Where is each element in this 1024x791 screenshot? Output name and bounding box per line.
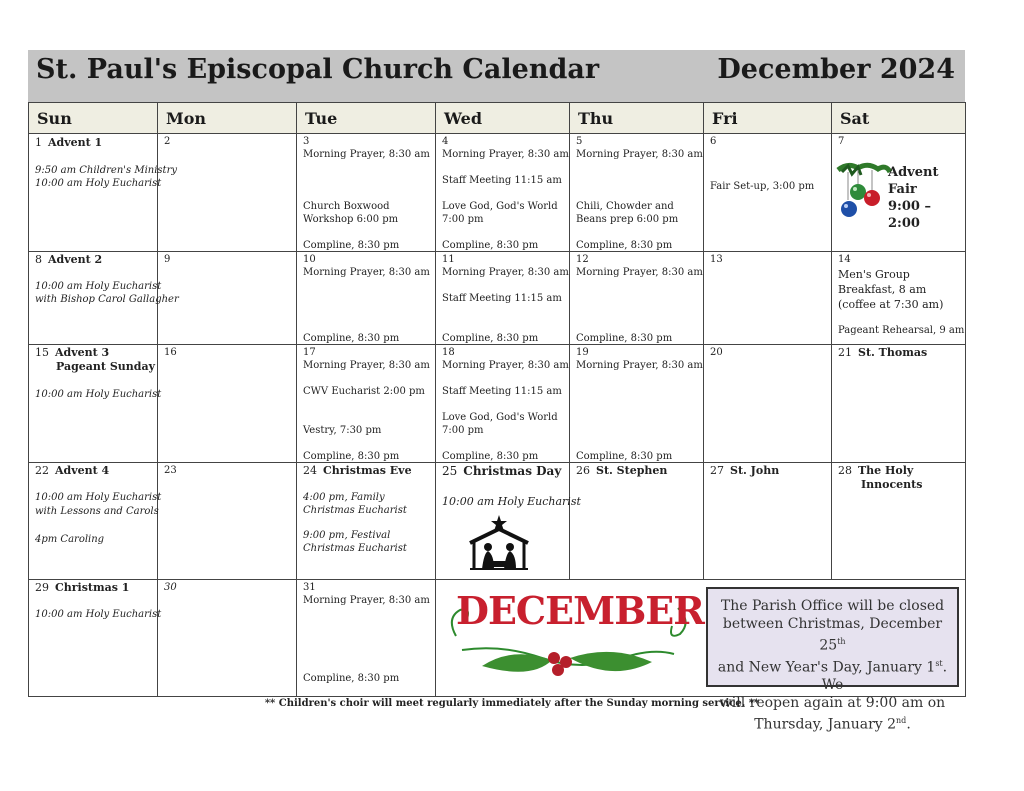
day-subtitle: Innocents	[861, 478, 923, 491]
day-cell-19	[570, 345, 704, 463]
day-cell-25	[436, 463, 581, 580]
day-cell-31	[297, 580, 436, 697]
event: Morning Prayer, 8:30 am	[303, 149, 430, 160]
day-number: 2	[164, 136, 171, 147]
day-number: 8	[35, 253, 42, 266]
event: Morning Prayer, 8:30 am	[303, 595, 430, 606]
event: Love God, God's World 7:00 pm	[442, 201, 558, 225]
day-number: 10	[303, 254, 316, 265]
day-number: 25	[442, 464, 458, 478]
event: 10:00 am Holy Eucharist	[35, 281, 162, 292]
event: Morning Prayer, 8:30 am	[576, 360, 703, 371]
event: 9:00 pm, Festival Christmas Eucharist	[303, 530, 407, 554]
day-number: 11	[442, 254, 455, 265]
event: Morning Prayer, 8:30 am	[303, 360, 430, 371]
event: Staff Meeting 11:15 am	[442, 175, 562, 186]
event: Compline, 8:30 pm	[303, 451, 400, 462]
day-cell-4	[436, 134, 570, 252]
day-number: 26	[576, 464, 590, 477]
advent-fair: Advent Fair 9:00 – 2:00	[888, 165, 939, 231]
event: Morning Prayer, 8:30 am	[576, 149, 703, 160]
day-cell-20	[704, 345, 832, 463]
event: with Bishop Carol Gallagher	[35, 294, 179, 305]
day-number: 30	[164, 582, 177, 593]
day-cell-26	[570, 463, 704, 580]
day-cell-12	[570, 252, 704, 345]
day-title: St. John	[730, 464, 780, 477]
event: Morning Prayer, 8:30 am	[442, 267, 569, 278]
event: 10:00 am Holy Eucharist	[35, 178, 162, 189]
day-title: St. Stephen	[596, 464, 668, 477]
event: 4pm Caroling	[35, 534, 105, 545]
day-cell-27	[704, 463, 832, 580]
day-number: 7	[838, 136, 845, 147]
day-number: 22	[35, 464, 49, 477]
day-cell-9	[158, 252, 297, 345]
day-cell-7	[832, 134, 966, 252]
day-title: Christmas Eve	[323, 464, 412, 477]
event: Men's Group Breakfast, 8 am (coffee at 7:30 am)	[838, 268, 944, 311]
day-title: Advent 3	[55, 346, 110, 359]
event: with Lessons and Carols	[35, 506, 159, 517]
day-number: 18	[442, 347, 455, 358]
calendar-title: St. Paul's Episcopal Church Calendar	[36, 54, 600, 85]
day-cell-10	[297, 252, 436, 345]
day-number: 27	[710, 464, 724, 477]
weekday-sat: Sat	[832, 103, 966, 134]
day-number: 17	[303, 347, 316, 358]
event: Compline, 8:30 pm	[303, 333, 400, 344]
day-number: 9	[164, 254, 171, 265]
day-cell-18	[436, 345, 570, 463]
day-cell-29	[29, 580, 162, 697]
day-cell-11	[436, 252, 570, 345]
day-cell-8	[29, 252, 179, 345]
event: Staff Meeting 11:15 am	[442, 386, 562, 397]
day-number: 28	[838, 464, 852, 477]
day-cell-17	[297, 345, 436, 463]
calendar-title-bar	[28, 50, 965, 102]
day-cell-6	[704, 134, 832, 252]
nativity-icon	[466, 513, 532, 571]
day-number: 16	[164, 347, 177, 358]
event: Staff Meeting 11:15 am	[442, 293, 562, 304]
day-cell-21	[832, 345, 966, 463]
day-number: 31	[303, 582, 316, 593]
day-title: Advent 2	[48, 253, 103, 266]
event: 10:00 am Holy Eucharist	[442, 495, 581, 508]
day-title: The Holy	[858, 464, 914, 477]
event: Compline, 8:30 pm	[576, 333, 673, 344]
ornaments-icon	[834, 160, 892, 222]
day-cell-14	[832, 252, 966, 345]
day-subtitle: Pageant Sunday	[56, 360, 155, 373]
event: 9:50 am Children's Ministry	[35, 165, 178, 176]
day-number: 6	[710, 136, 717, 147]
weekday-mon: Mon	[158, 103, 297, 134]
day-cell-16	[158, 345, 297, 463]
event: Compline, 8:30 pm	[303, 673, 400, 684]
day-number: 29	[35, 581, 49, 594]
event: 4:00 pm, Family Christmas Eucharist	[303, 492, 407, 516]
day-number: 5	[576, 136, 583, 147]
event: Love God, God's World 7:00 pm	[442, 412, 558, 436]
december-word: DECEMBER	[456, 588, 704, 633]
weekday-thu: Thu	[570, 103, 704, 134]
event: Church Boxwood Workshop 6:00 pm	[303, 201, 399, 225]
event: 10:00 am Holy Eucharist	[35, 609, 162, 620]
event: Compline, 8:30 pm	[576, 240, 673, 251]
event: Compline, 8:30 pm	[442, 240, 539, 251]
day-number: 19	[576, 347, 589, 358]
event: 10:00 am Holy Eucharist	[35, 492, 162, 503]
day-cell-24	[297, 463, 436, 580]
day-number: 15	[35, 346, 49, 359]
day-title: Christmas Day	[463, 464, 562, 478]
event: Morning Prayer, 8:30 am	[442, 149, 569, 160]
footer-note: ** Children's choir will meet regularly immediately after the Sunday morning service. **	[264, 698, 760, 709]
event: Compline, 8:30 pm	[303, 240, 400, 251]
event: Fair Set-up, 3:00 pm	[710, 181, 815, 192]
weekday-fri: Fri	[704, 103, 832, 134]
event: Compline, 8:30 pm	[442, 333, 539, 344]
event: CWV Eucharist 2:00 pm	[303, 386, 425, 397]
event: Morning Prayer, 8:30 am	[442, 360, 569, 371]
event: Vestry, 7:30 pm	[303, 425, 382, 436]
weekday-tue: Tue	[297, 103, 436, 134]
day-cell-15	[29, 345, 162, 463]
day-cell-13	[704, 252, 832, 345]
day-cell-23	[158, 463, 297, 580]
day-number: 20	[710, 347, 723, 358]
day-cell-5	[570, 134, 704, 252]
day-number: 23	[164, 465, 177, 476]
day-cell-1	[29, 134, 178, 252]
event: 10:00 am Holy Eucharist	[35, 389, 162, 400]
day-cell-22	[29, 463, 162, 580]
day-number: 13	[710, 254, 723, 265]
event: Compline, 8:30 pm	[576, 451, 673, 462]
day-number: 1	[35, 136, 42, 149]
calendar-month: December 2024	[717, 54, 955, 85]
event: Compline, 8:30 pm	[442, 451, 539, 462]
event: Chili, Chowder and Beans prep 6:00 pm	[576, 201, 679, 225]
event: Morning Prayer, 8:30 am	[576, 267, 703, 278]
event: Pageant Rehearsal, 9 am	[838, 325, 965, 336]
day-cell-2	[158, 134, 297, 252]
day-title: Christmas 1	[55, 581, 130, 594]
day-number: 14	[838, 254, 851, 265]
day-number: 21	[838, 346, 852, 359]
weekday-sun: Sun	[29, 103, 158, 134]
day-number: 12	[576, 254, 589, 265]
event: Morning Prayer, 8:30 am	[303, 267, 430, 278]
day-cell-28	[832, 463, 966, 580]
day-title: Advent 1	[48, 136, 103, 149]
day-cell-3	[297, 134, 436, 252]
day-title: St. Thomas	[858, 346, 928, 359]
parish-office-notice: The Parish Office will be closed between Christmas, December 25th and New Year's Day, January 1st. We will reopen again at 9:00 am on Thursday, January 2nd.	[706, 587, 959, 687]
weekday-wed: Wed	[436, 103, 570, 134]
day-cell-30	[158, 580, 297, 697]
day-title: Advent 4	[55, 464, 110, 477]
day-number: 3	[303, 136, 310, 147]
day-number: 4	[442, 136, 449, 147]
day-number: 24	[303, 464, 317, 477]
